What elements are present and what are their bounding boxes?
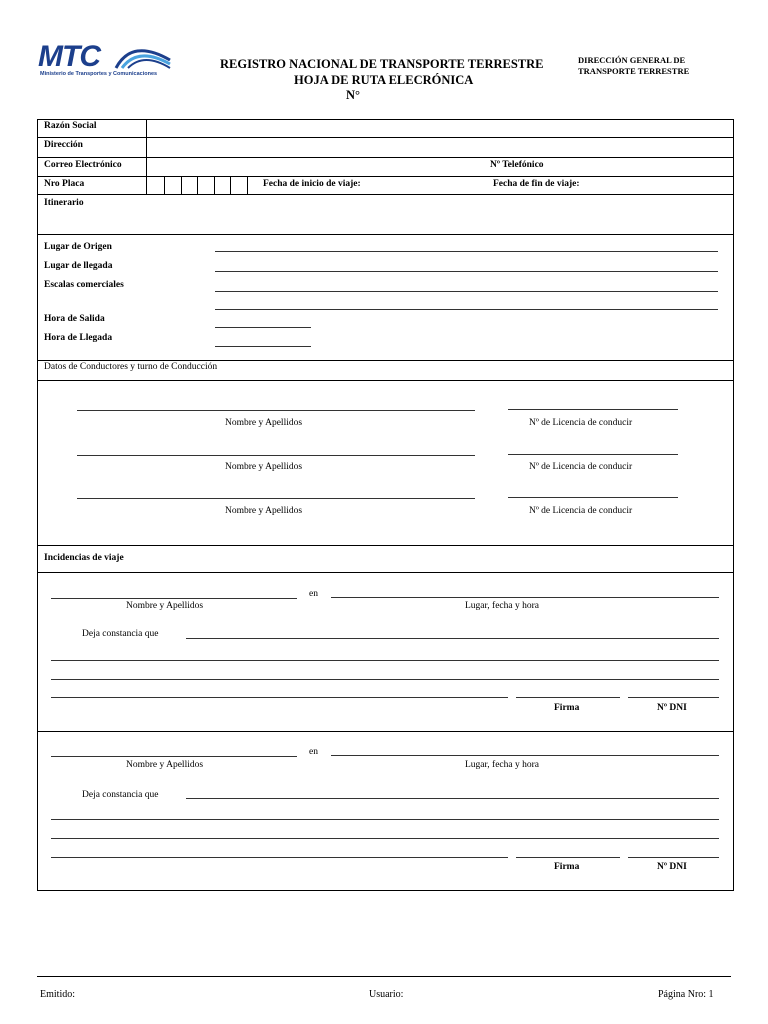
hora-llegada-label: Hora de Llegada <box>44 333 113 343</box>
incident2-dni-field[interactable] <box>628 857 719 858</box>
placa-field[interactable] <box>148 177 246 193</box>
incident2-firma-field[interactable] <box>516 857 620 858</box>
escalas-field-2[interactable] <box>215 309 718 310</box>
incident2-dni-label: Nº DNI <box>657 862 687 872</box>
origen-label: Lugar de Origen <box>44 242 112 252</box>
title-line2: HOJA DE RUTA ELECRÓNICA <box>294 73 474 87</box>
incident1-text-line-2[interactable] <box>51 679 719 680</box>
mtc-logo-swoosh-icon <box>112 40 174 72</box>
fecha-inicio-field[interactable] <box>384 177 484 193</box>
incident2-text-line-1[interactable] <box>51 819 719 820</box>
incident1-constancia-label: Deja constancia que <box>82 629 159 639</box>
driver3-name-field[interactable] <box>77 498 475 499</box>
driver3-name-label: Nombre y Apellidos <box>225 506 303 516</box>
hora-salida-label: Hora de Salida <box>44 314 105 324</box>
telefono-field[interactable] <box>562 159 730 175</box>
correo-field[interactable] <box>150 159 480 175</box>
razon-social-field[interactable] <box>150 120 730 136</box>
footer-emitido: Emitido: <box>40 989 75 1000</box>
driver1-name-field[interactable] <box>77 410 475 411</box>
correo-label: Correo Electrónico <box>44 160 122 170</box>
telefono-label: Nº Telefónico <box>490 160 544 170</box>
driver3-license-field[interactable] <box>508 497 678 498</box>
escalas-label: Escalas comerciales <box>44 280 124 290</box>
razon-social-label: Razón Social <box>44 121 97 131</box>
footer-pagina: Página Nro: 1 <box>658 989 714 1000</box>
logo-subtitle: Ministerio de Transportes y Comunicaciones <box>40 71 158 77</box>
footer-divider <box>37 976 731 977</box>
incident1-place-field[interactable] <box>331 597 719 598</box>
incident2-firma-label: Firma <box>554 862 580 872</box>
mtc-logo: MTC <box>38 40 100 73</box>
driver1-license-field[interactable] <box>508 409 678 410</box>
incidents-section-title: Incidencias de viaje <box>44 553 124 563</box>
incident2-text-line-3[interactable] <box>51 857 508 858</box>
incident2-place-field[interactable] <box>331 755 719 756</box>
escalas-field-1[interactable] <box>215 291 718 292</box>
incident1-text-line-3[interactable] <box>51 697 508 698</box>
incident1-constancia-field[interactable] <box>186 638 719 639</box>
agency-line2: TRANSPORTE TERRESTRE <box>578 66 690 76</box>
drivers-section-title: Datos de Conductores y turno de Conducción <box>44 362 218 372</box>
driver1-name-label: Nombre y Apellidos <box>225 418 303 428</box>
title-line1: REGISTRO NACIONAL DE TRANSPORTE TERRESTRE <box>220 57 544 71</box>
driver2-license-label: Nº de Licencia de conducir <box>529 462 633 472</box>
incident2-name-field[interactable] <box>51 756 297 757</box>
incident1-text-line-1[interactable] <box>51 660 719 661</box>
fecha-fin-label: Fecha de fin de viaje: <box>493 179 580 189</box>
fecha-inicio-label: Fecha de inicio de viaje: <box>263 179 361 189</box>
fecha-fin-field[interactable] <box>600 177 730 193</box>
incident1-name-label: Nombre y Apellidos <box>126 601 204 611</box>
incident2-en-label: en <box>309 747 318 757</box>
llegada-label: Lugar de llegada <box>44 261 113 271</box>
incident1-firma-field[interactable] <box>516 697 620 698</box>
incident2-constancia-field[interactable] <box>186 798 719 799</box>
origen-field[interactable] <box>215 251 718 252</box>
incident1-en-label: en <box>309 589 318 599</box>
incident2-place-label: Lugar, fecha y hora <box>465 760 539 770</box>
incident1-dni-field[interactable] <box>628 697 719 698</box>
driver2-license-field[interactable] <box>508 454 678 455</box>
incident1-firma-label: Firma <box>554 703 580 713</box>
direccion-field[interactable] <box>150 139 730 155</box>
direccion-label: Dirección <box>44 140 83 150</box>
incident2-text-line-2[interactable] <box>51 838 719 839</box>
driver2-name-label: Nombre y Apellidos <box>225 462 303 472</box>
agency-line1: DIRECCIÓN GENERAL DE <box>578 55 686 65</box>
agency-name <box>578 55 689 77</box>
incident1-place-label: Lugar, fecha y hora <box>465 601 539 611</box>
incident1-dni-label: Nº DNI <box>657 703 687 713</box>
llegada-field[interactable] <box>215 271 718 272</box>
incident2-constancia-label: Deja constancia que <box>82 790 159 800</box>
driver2-name-field[interactable] <box>77 455 475 456</box>
itinerario-label: Itinerario <box>44 198 84 208</box>
driver3-license-label: Nº de Licencia de conducir <box>529 506 633 516</box>
driver1-license-label: Nº de Licencia de conducir <box>529 418 633 428</box>
hora-llegada-field[interactable] <box>215 346 311 347</box>
hora-salida-field[interactable] <box>215 327 311 328</box>
incident2-name-label: Nombre y Apellidos <box>126 760 204 770</box>
placa-label: Nro Placa <box>44 179 85 189</box>
incident1-name-field[interactable] <box>51 598 297 599</box>
footer-usuario: Usuario: <box>369 989 404 1000</box>
form-number-label: N° <box>346 88 361 102</box>
